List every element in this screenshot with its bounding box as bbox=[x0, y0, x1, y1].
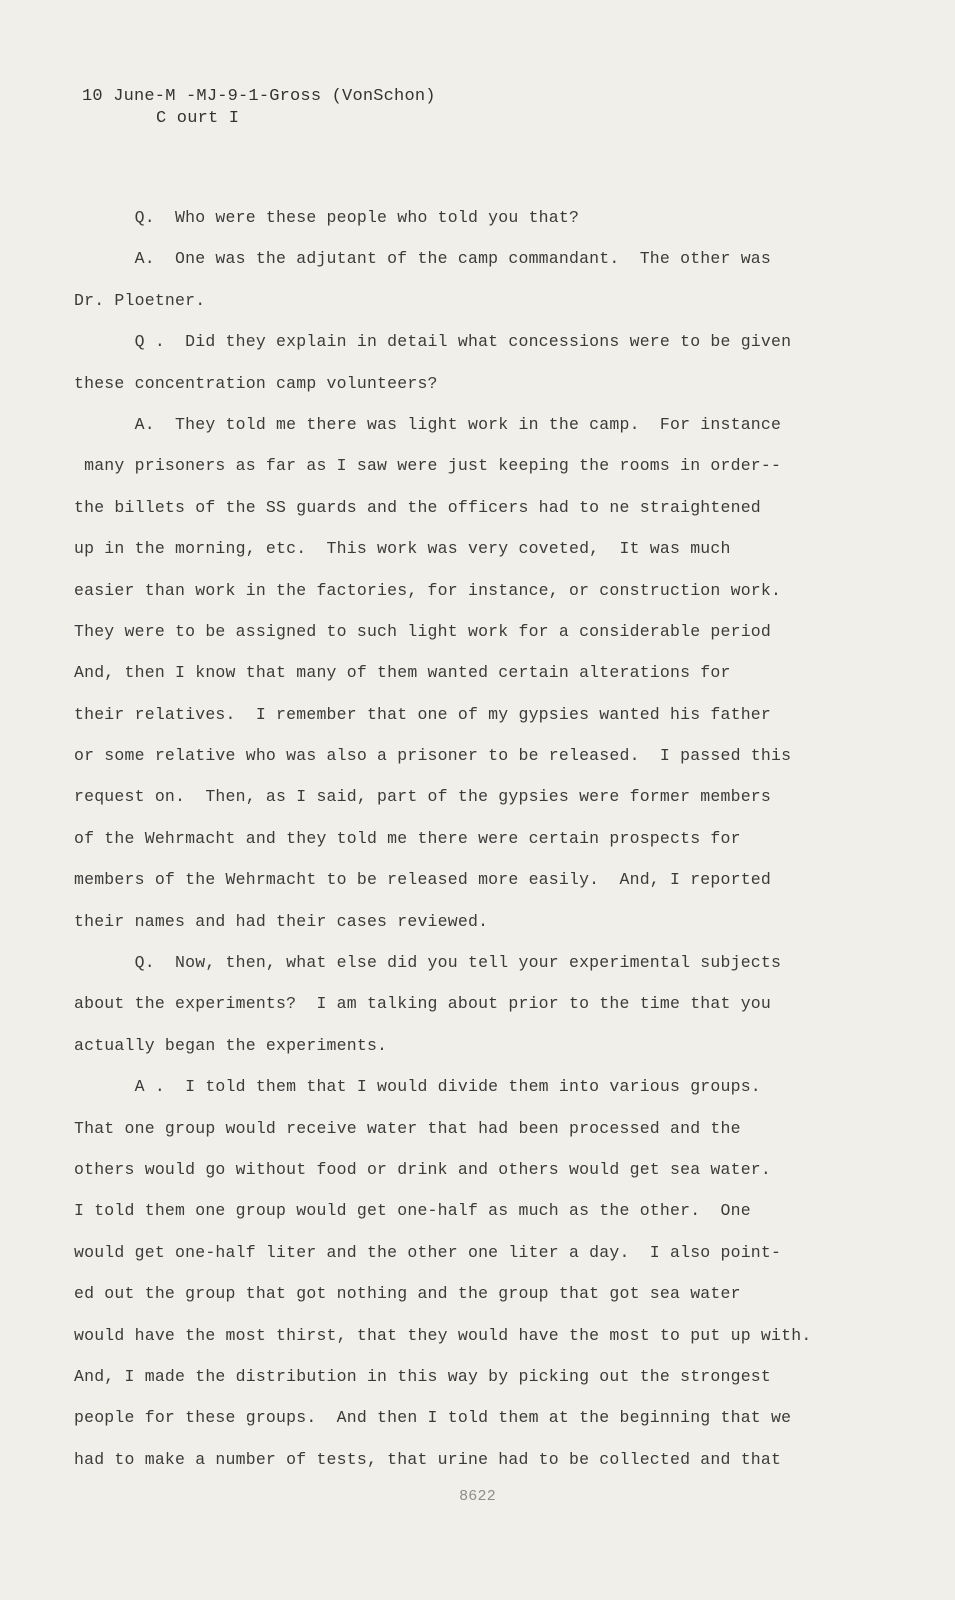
text-line: A . I told them that I would divide them into various groups. bbox=[74, 1077, 761, 1097]
text-line: of the Wehrmacht and they told me there were certain prospects for bbox=[74, 828, 741, 848]
text-line: their names and had their cases reviewed. bbox=[74, 911, 489, 931]
text-line: their relatives. I remember that one of my gypsies wanted his father bbox=[74, 704, 772, 724]
text-line: had to make a number of tests, that urine had to be collected and that bbox=[74, 1449, 782, 1469]
text-line: Q . Did they explain in detail what concessions were to be given bbox=[74, 332, 792, 352]
text-line: the billets of the SS guards and the officers had to ne straightened bbox=[74, 497, 761, 517]
text-line: And, I made the distribution in this way by picking out the strongest bbox=[74, 1366, 772, 1386]
text-line: That one group would receive water that had been processed and the bbox=[74, 1118, 741, 1138]
text-line: They were to be assigned to such light work for a considerable period bbox=[74, 621, 772, 641]
text-line: members of the Wehrmacht to be released more easily. And, I reported bbox=[74, 870, 772, 890]
text-line: Dr. Ploetner. bbox=[74, 290, 206, 310]
document-header bbox=[82, 86, 436, 130]
text-line: Q. Now, then, what else did you tell your experimental subjects bbox=[74, 953, 782, 973]
text-line: ed out the group that got nothing and the group that got sea water bbox=[74, 1284, 741, 1304]
text-line: A. They told me there was light work in the camp. For instance bbox=[74, 414, 782, 434]
text-line: would get one-half liter and the other one liter a day. I also point- bbox=[74, 1242, 782, 1262]
text-line: or some relative who was also a prisoner to be released. I passed this bbox=[74, 746, 792, 766]
text-line: these concentration camp volunteers? bbox=[74, 373, 438, 393]
text-line: request on. Then, as I said, part of the gypsies were former members bbox=[74, 787, 772, 807]
text-line: actually began the experiments. bbox=[74, 1035, 388, 1055]
text-line: A. One was the adjutant of the camp commandant. The other was bbox=[74, 249, 772, 269]
text-line: up in the morning, etc. This work was very coveted, It was much bbox=[74, 539, 731, 559]
header-line-1: 10 June-M -MJ-9-1-Gross (VonSchon) bbox=[82, 87, 436, 106]
text-line: And, then I know that many of them wanted certain alterations for bbox=[74, 663, 731, 683]
text-line: many prisoners as far as I saw were just keeping the rooms in order-- bbox=[74, 456, 782, 476]
text-line: easier than work in the factories, for instance, or construction work. bbox=[74, 580, 782, 600]
text-line: others would go without food or drink and others would get sea water. bbox=[74, 1159, 772, 1179]
text-line: I told them one group would get one-half as much as the other. One bbox=[74, 1201, 751, 1221]
text-line: Q. Who were these people who told you that? bbox=[74, 208, 580, 227]
page-number: 8622 bbox=[459, 1488, 496, 1505]
text-line: people for these groups. And then I told them at the beginning that we bbox=[74, 1408, 792, 1428]
text-line: about the experiments? I am talking about prior to the time that you bbox=[74, 994, 772, 1014]
transcript-body bbox=[74, 206, 894, 1489]
header-line-2: C ourt I bbox=[156, 109, 240, 128]
text-line: would have the most thirst, that they would have the most to put up with. bbox=[74, 1325, 812, 1345]
